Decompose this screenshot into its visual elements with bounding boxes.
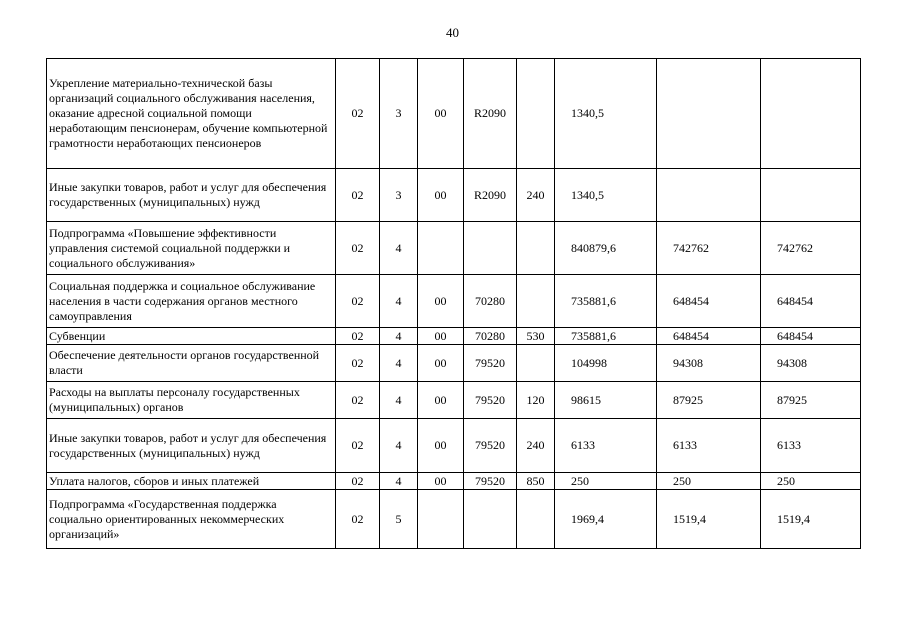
- table-row: [47, 419, 861, 473]
- amount-year-1: 250: [555, 473, 657, 490]
- expense-type-code: [517, 275, 555, 328]
- program-code: 02: [336, 275, 380, 328]
- table-row: [47, 490, 861, 549]
- expense-type-code: 120: [517, 382, 555, 419]
- measure-code: 00: [418, 275, 464, 328]
- amount-year-3: 742762: [761, 222, 861, 275]
- program-code: 02: [336, 328, 380, 345]
- direction-code: 79520: [464, 382, 517, 419]
- amount-year-2: 6133: [657, 419, 761, 473]
- subprogram-code: 4: [380, 419, 418, 473]
- amount-year-1: 840879,6: [555, 222, 657, 275]
- row-name: Обеспечение деятельности органов государственной власти: [47, 345, 336, 382]
- direction-code: 79520: [464, 419, 517, 473]
- amount-year-3: 87925: [761, 382, 861, 419]
- direction-code: 79520: [464, 345, 517, 382]
- amount-year-3: 94308: [761, 345, 861, 382]
- program-code: 02: [336, 490, 380, 549]
- measure-code: [418, 490, 464, 549]
- expense-type-code: [517, 59, 555, 169]
- amount-year-1: 735881,6: [555, 275, 657, 328]
- amount-year-2: 94308: [657, 345, 761, 382]
- table-row: [47, 59, 861, 169]
- measure-code: 00: [418, 345, 464, 382]
- amount-year-3: 648454: [761, 328, 861, 345]
- amount-year-2: [657, 59, 761, 169]
- table-row: [47, 275, 861, 328]
- table-row: [47, 382, 861, 419]
- amount-year-2: 648454: [657, 275, 761, 328]
- amount-year-1: 1340,5: [555, 169, 657, 222]
- subprogram-code: 4: [380, 473, 418, 490]
- amount-year-1: 1340,5: [555, 59, 657, 169]
- amount-year-3: [761, 59, 861, 169]
- table-row: [47, 328, 861, 345]
- row-name: Иные закупки товаров, работ и услуг для обеспечения государственных (муниципальных) нужд: [47, 419, 336, 473]
- expense-type-code: [517, 345, 555, 382]
- subprogram-code: 3: [380, 59, 418, 169]
- program-code: 02: [336, 473, 380, 490]
- direction-code: [464, 490, 517, 549]
- measure-code: 00: [418, 59, 464, 169]
- amount-year-2: 250: [657, 473, 761, 490]
- budget-table: [46, 58, 861, 549]
- direction-code: 70280: [464, 275, 517, 328]
- amount-year-3: 1519,4: [761, 490, 861, 549]
- subprogram-code: 4: [380, 382, 418, 419]
- table-row: [47, 222, 861, 275]
- measure-code: 00: [418, 473, 464, 490]
- program-code: 02: [336, 382, 380, 419]
- program-code: 02: [336, 419, 380, 473]
- direction-code: R2090: [464, 169, 517, 222]
- measure-code: 00: [418, 419, 464, 473]
- amount-year-2: [657, 169, 761, 222]
- row-name: Социальная поддержка и социальное обслуживание населения в части содержания органов местного самоуправления: [47, 275, 336, 328]
- program-code: 02: [336, 59, 380, 169]
- expense-type-code: 530: [517, 328, 555, 345]
- direction-code: 79520: [464, 473, 517, 490]
- expense-type-code: 240: [517, 169, 555, 222]
- measure-code: 00: [418, 382, 464, 419]
- subprogram-code: 5: [380, 490, 418, 549]
- amount-year-1: 104998: [555, 345, 657, 382]
- amount-year-2: 87925: [657, 382, 761, 419]
- measure-code: 00: [418, 169, 464, 222]
- table-row: [47, 473, 861, 490]
- program-code: 02: [336, 222, 380, 275]
- amount-year-1: 6133: [555, 419, 657, 473]
- amount-year-3: [761, 169, 861, 222]
- expense-type-code: [517, 222, 555, 275]
- direction-code: R2090: [464, 59, 517, 169]
- amount-year-2: 648454: [657, 328, 761, 345]
- row-name: Иные закупки товаров, работ и услуг для обеспечения государственных (муниципальных) нужд: [47, 169, 336, 222]
- amount-year-1: 1969,4: [555, 490, 657, 549]
- measure-code: [418, 222, 464, 275]
- amount-year-3: 648454: [761, 275, 861, 328]
- subprogram-code: 4: [380, 328, 418, 345]
- row-name: Подпрограмма «Государственная поддержка социально ориентированных некоммерческих организаций»: [47, 490, 336, 549]
- row-name: Укрепление материально-технической базы организаций социального обслуживания населения, оказание адресной социальной помощи неработающим пенсионерам, обучение компьютерной грамотности неработающих пенсионеров: [47, 59, 336, 169]
- amount-year-3: 6133: [761, 419, 861, 473]
- subprogram-code: 3: [380, 169, 418, 222]
- subprogram-code: 4: [380, 222, 418, 275]
- expense-type-code: [517, 490, 555, 549]
- program-code: 02: [336, 345, 380, 382]
- page-number: 40: [446, 25, 459, 40]
- subprogram-code: 4: [380, 345, 418, 382]
- row-name: Субвенции: [47, 328, 336, 345]
- program-code: 02: [336, 169, 380, 222]
- amount-year-2: 1519,4: [657, 490, 761, 549]
- expense-type-code: 850: [517, 473, 555, 490]
- amount-year-2: 742762: [657, 222, 761, 275]
- amount-year-1: 98615: [555, 382, 657, 419]
- row-name: Уплата налогов, сборов и иных платежей: [47, 473, 336, 490]
- table-row: [47, 345, 861, 382]
- subprogram-code: 4: [380, 275, 418, 328]
- direction-code: [464, 222, 517, 275]
- direction-code: 70280: [464, 328, 517, 345]
- measure-code: 00: [418, 328, 464, 345]
- row-name: Расходы на выплаты персоналу государственных (муниципальных) органов: [47, 382, 336, 419]
- row-name: Подпрограмма «Повышение эффективности управления системой социальной поддержки и социального обслуживания»: [47, 222, 336, 275]
- amount-year-1: 735881,6: [555, 328, 657, 345]
- expense-type-code: 240: [517, 419, 555, 473]
- table-row: [47, 169, 861, 222]
- amount-year-3: 250: [761, 473, 861, 490]
